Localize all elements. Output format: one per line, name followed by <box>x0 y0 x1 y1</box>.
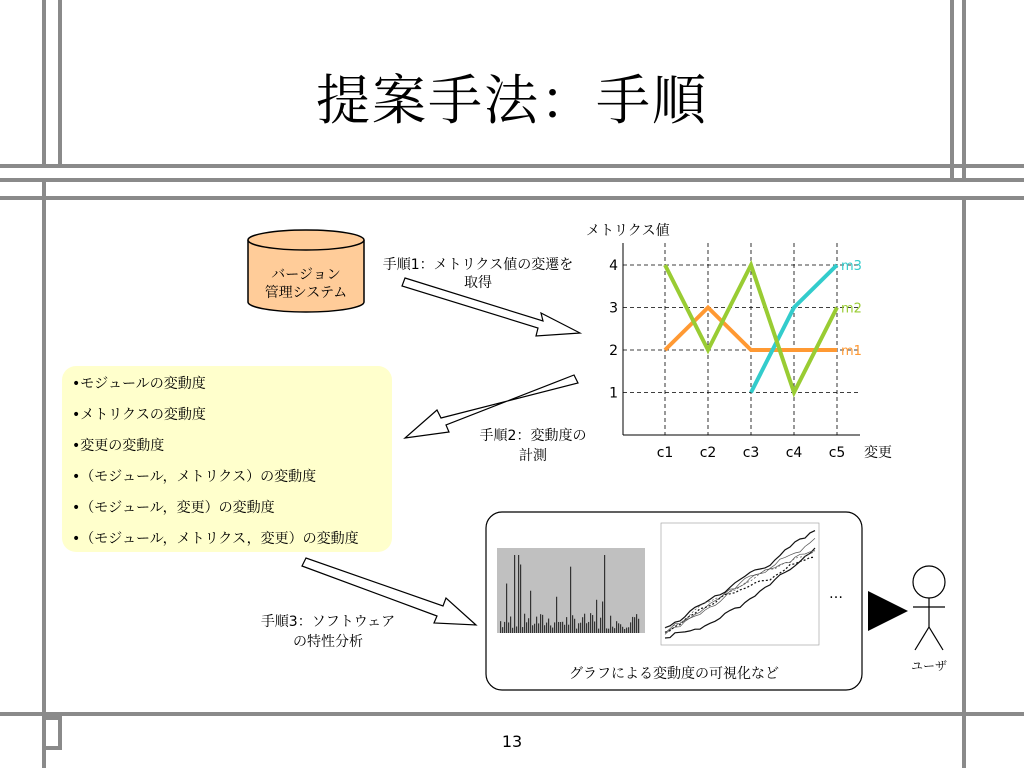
chart-y-tick-label: 3 <box>609 300 618 317</box>
list-item: • （モジュール，変更）の変動度 <box>72 498 392 529</box>
thumbnail-bar <box>624 629 625 633</box>
thumbnail-bar <box>626 628 627 633</box>
chart-x-tick-label: c2 <box>699 445 717 461</box>
thumbnail-bar <box>632 617 633 633</box>
step3-label-line1: 手順3：ソフトウェア <box>260 614 396 630</box>
step2-label-line2: 計測 <box>519 448 547 464</box>
thumbnail-bar <box>580 623 581 633</box>
thumbnail-bar <box>554 622 555 633</box>
thumbnail-bar <box>616 621 617 633</box>
thumbnail-bar <box>582 617 583 633</box>
thumbnail-bar <box>604 555 605 633</box>
list-item: • 変更の変動度 <box>72 436 392 467</box>
thumbnail-bar <box>522 627 523 633</box>
thumbnail-bar <box>510 616 511 633</box>
thumbnail-bar <box>612 627 613 633</box>
thumbnail-bar <box>594 621 595 633</box>
thumbnail-bar <box>504 622 505 633</box>
thumbnail-bar <box>562 622 563 633</box>
thumbnail-bar <box>508 622 509 633</box>
thumbnail-bar <box>534 624 535 633</box>
thumbnail-bar <box>588 622 589 633</box>
thumbnail-bar <box>550 625 551 633</box>
user-icon <box>913 566 945 650</box>
thumbnail-bar <box>628 627 629 633</box>
thumbnail-bar <box>606 628 607 633</box>
thumbnail-bar <box>584 614 585 633</box>
thumbnail-bar <box>538 623 539 633</box>
thumbnail-bar <box>574 619 575 633</box>
thumbnail-bar <box>546 623 547 633</box>
series-label-m1: m1 <box>841 344 862 359</box>
list-item: • （モジュール，メトリクス，変更）の変動度 <box>72 529 392 560</box>
thumbnail-bar <box>578 623 579 633</box>
thumbnail-bar <box>502 627 503 633</box>
visualization-ellipsis: … <box>829 586 843 602</box>
chart-x-tick-label: c5 <box>828 445 846 461</box>
thumbnail-bar <box>572 615 573 633</box>
user-label: ユーザ <box>910 659 948 673</box>
chart-y-axis-label: メトリクス値 <box>586 223 670 239</box>
thumbnail-bar <box>540 614 541 633</box>
list-item: • モジュールの変動度 <box>72 374 392 405</box>
chart-x-tick-label: c3 <box>742 445 760 461</box>
thumbnail-bar <box>568 625 569 633</box>
thumbnail-bar <box>516 626 517 633</box>
chart-y-tick-label: 4 <box>609 258 618 274</box>
series-label-m2: m2 <box>841 301 862 317</box>
vcs-label-line2: 管理システム <box>264 285 348 301</box>
thumbnail-bar <box>610 616 611 633</box>
thumbnail-bar <box>600 618 601 633</box>
list-item: • （モジュール，メトリクス）の変動度 <box>72 467 392 498</box>
chart-y-tick-label: 1 <box>609 385 618 402</box>
thumbnail-bar <box>630 622 631 633</box>
thumbnail-bar <box>544 625 545 633</box>
thumbnail-bar <box>530 591 531 633</box>
thumbnail-bar <box>596 600 597 633</box>
thumbnail-bar <box>542 615 543 633</box>
thumbnail-bar <box>512 628 513 633</box>
step3-label-line2: の特性分析 <box>293 634 363 650</box>
bar-plot-thumbnail <box>497 548 645 633</box>
thumbnail-bar <box>514 555 515 633</box>
thumbnail-bar <box>552 628 553 633</box>
thumbnail-bar <box>622 627 623 633</box>
thumbnail-bar <box>506 584 507 633</box>
thumbnail-bar <box>518 555 519 633</box>
thumbnail-bar <box>618 623 619 633</box>
thumbnail-bar <box>558 622 559 633</box>
chart-x-tick-label: c4 <box>785 445 803 461</box>
vcs-label-line1: バージョン <box>271 267 341 283</box>
cumulative-plot-thumbnail <box>661 523 819 645</box>
thumbnail-bar <box>570 567 571 633</box>
thumbnail-bar <box>560 622 561 633</box>
thumbnail-bar <box>524 614 525 633</box>
metrics-line-chart <box>609 243 862 461</box>
thumbnail-bar <box>598 629 599 633</box>
thumbnail-bar <box>548 619 549 633</box>
thumbnail-bar <box>602 602 603 633</box>
thumbnail-bar <box>576 629 577 633</box>
thumbnail-bar <box>500 621 501 633</box>
variability-types-box <box>62 366 392 552</box>
thumbnail-bar <box>528 618 529 633</box>
thumbnail-bar <box>592 615 593 633</box>
thumbnail-bar <box>566 617 567 633</box>
variability-list <box>62 366 392 560</box>
chart-x-axis-label: 変更 <box>864 445 892 461</box>
thumbnail-bar <box>564 625 565 633</box>
chart-x-tick-label: c1 <box>656 445 674 461</box>
thumbnail-bar <box>608 629 609 633</box>
thumbnail-bar <box>520 565 521 633</box>
step1-label-line1: 手順1：メトリクス値の変遷を <box>382 257 574 273</box>
thumbnail-bar <box>636 614 637 633</box>
visualization-caption: グラフによる変動度の可視化など <box>569 666 779 682</box>
thumbnail-bar <box>634 617 635 633</box>
thumbnail-bar <box>638 619 639 633</box>
thumbnail-bar <box>526 622 527 633</box>
page-number: 13 <box>501 732 523 751</box>
thumbnail-bar <box>586 623 587 633</box>
thumbnail-bar <box>532 625 533 633</box>
thumbnail-bar <box>614 628 615 633</box>
step1-label-line2: 取得 <box>464 275 492 291</box>
slide-title: 提案手法：手順 <box>316 69 708 132</box>
step2-label-line1: 手順2：変動度の <box>479 428 587 444</box>
series-label-m3: m3 <box>841 259 862 274</box>
thumbnail-bar <box>590 613 591 633</box>
thumbnail-bar <box>536 617 537 633</box>
list-item: • メトリクスの変動度 <box>72 405 392 436</box>
thumbnail-bar <box>620 624 621 633</box>
thumbnail-bar <box>556 597 557 633</box>
chart-y-tick-label: 2 <box>609 343 618 359</box>
